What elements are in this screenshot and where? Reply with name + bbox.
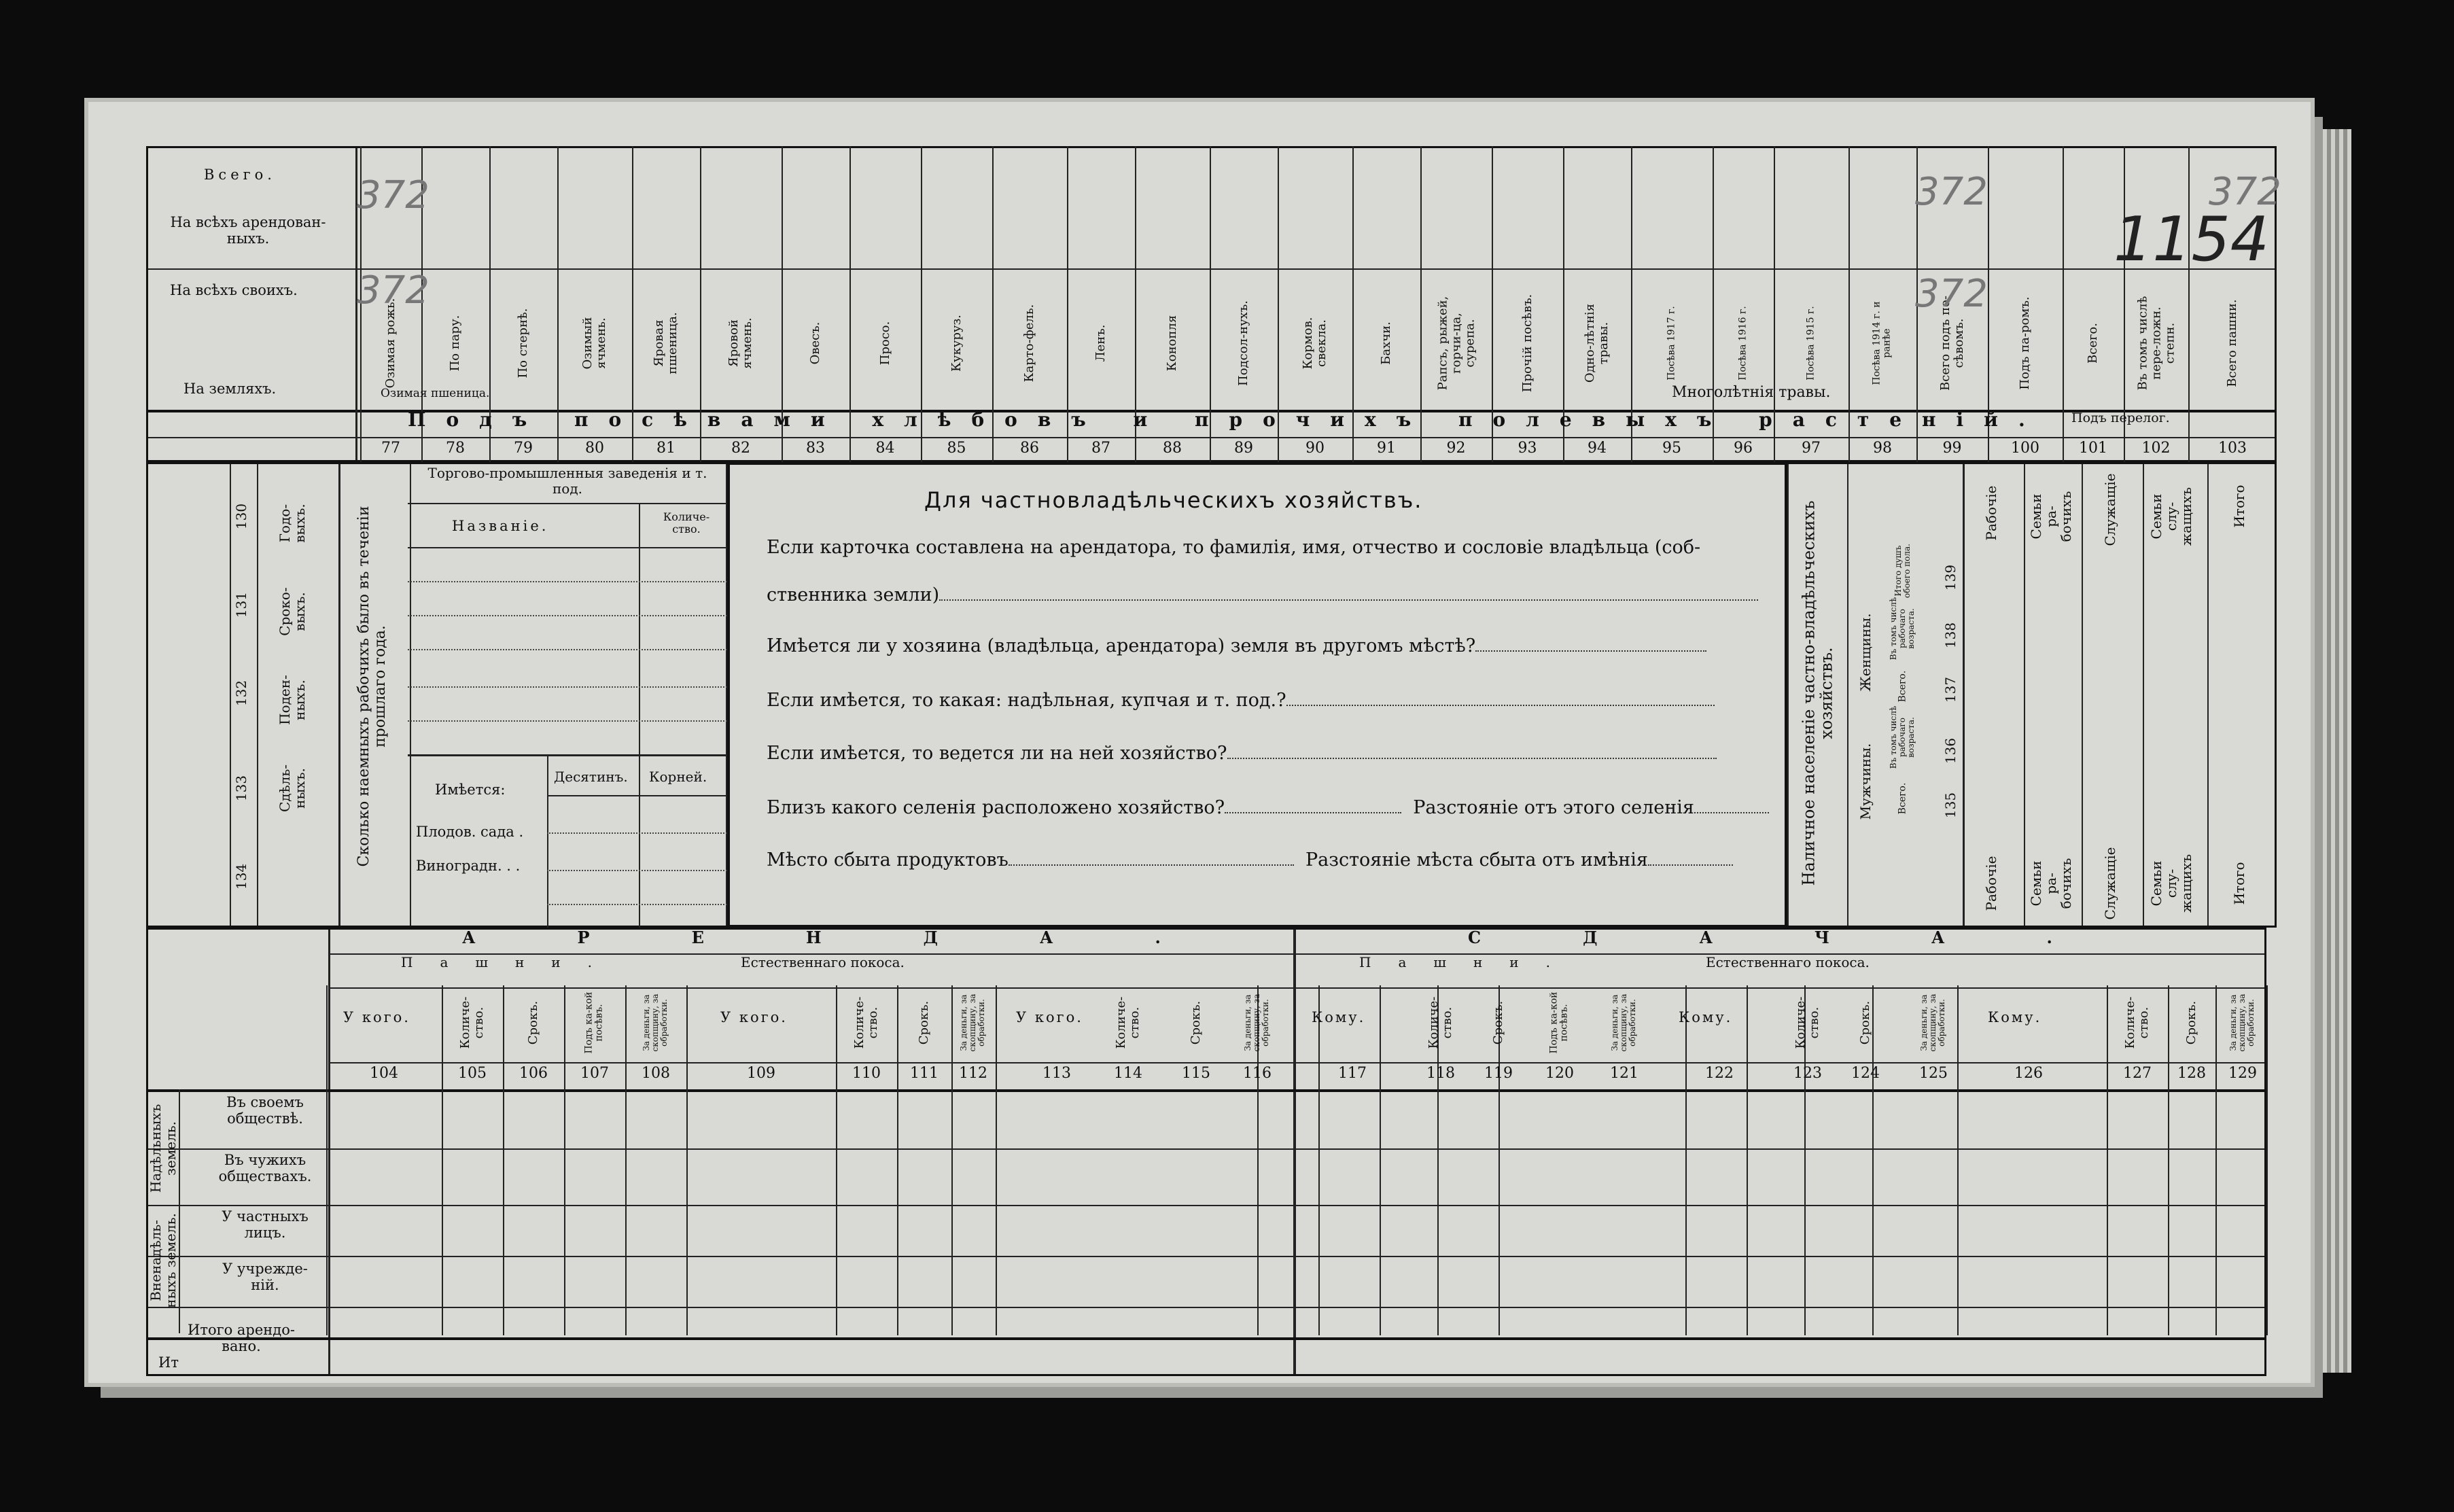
bottom-col-number: 110: [852, 1065, 881, 1082]
pop-women: Женщины.: [1857, 613, 1874, 692]
korney-header: Корней.: [649, 769, 707, 785]
top-col-number: 91: [1377, 440, 1396, 457]
right-col-itogo-bottom: Итого: [2231, 862, 2247, 905]
crop-header: Всего.: [2086, 323, 2101, 364]
top-col-number: 100: [2011, 440, 2039, 457]
pop-num-139: 139: [1942, 564, 1959, 591]
trade-name-header: Названіе.: [452, 518, 549, 534]
hw-vsego-total: 372: [357, 173, 430, 217]
top-col-number: 83: [806, 440, 825, 457]
question-village: Близъ какого селенія расположено хозяйство? Разстояніе отъ этого селенія: [767, 797, 1769, 818]
sdacha-header: СДАЧА.: [1468, 928, 2154, 947]
right-col-semi-rab-bottom: Семьи ра-бочихъ: [2028, 858, 2074, 909]
workers-num-134: 134: [233, 863, 249, 890]
workers-num-131: 131: [233, 591, 249, 618]
bottom-col-number: 111: [910, 1065, 939, 1082]
bottom-col-divider: [1957, 985, 1959, 1335]
top-col-number: 85: [947, 440, 966, 457]
right-col-semi-rab-top: Семьи ра-бочихъ: [2028, 491, 2074, 542]
bottom-col-header: За деньги, за скопщину, за обработки.: [1919, 994, 1947, 1052]
pop-vsego-women: Всего.: [1897, 670, 1908, 703]
bottom-col-number: 108: [642, 1065, 670, 1082]
bottom-col-header: Количе-ство.: [852, 996, 880, 1049]
bottom-col-header: Срокъ.: [1491, 1000, 1506, 1045]
question-land-type: Если имѣется, то какая: надѣльная, купчая и т. под.?: [767, 690, 1715, 711]
crop-header: Конопля: [1165, 315, 1180, 372]
top-col-number: 97: [1802, 440, 1821, 457]
row-svoem-obshestve: Въ своемъ обществѣ.: [226, 1094, 304, 1127]
crop-header: Озимая рожь.: [383, 298, 398, 389]
right-col-sluzh-top: Служащіе: [2102, 473, 2118, 546]
bottom-col-header: Подъ ка-кой посѣвъ.: [1548, 991, 1570, 1054]
top-col-number: 81: [656, 440, 676, 457]
bottom-col-header: Количе-ство.: [458, 996, 486, 1049]
bottom-col-divider: [996, 985, 997, 1335]
right-col-semi-sluzh-bottom: Семьи слу-жащихъ: [2148, 854, 2194, 913]
crop-header: Подсол-нухъ.: [1236, 300, 1251, 386]
bottom-col-header: Подъ ка-кой посѣвъ.: [583, 991, 605, 1054]
bottom-col-header: Срокъ.: [1189, 1000, 1204, 1045]
bottom-col-number: 106: [519, 1065, 548, 1082]
pop-vsego-men: Всего.: [1897, 782, 1908, 815]
crop-header: Овесъ.: [808, 321, 823, 365]
imeetsya-label: Имѣется:: [435, 781, 506, 798]
trade-title: Торгово-промышленныя заведенія и т. под.: [427, 465, 707, 497]
row-chastnyh-lits: У частныхъ лицъ.: [222, 1208, 309, 1242]
crop-header: Карто-фель.: [1022, 304, 1037, 383]
bottom-col-divider: [564, 985, 565, 1335]
right-col-sluzh-bottom: Служащіе: [2102, 847, 2118, 920]
question-market: Мѣсто сбыта продуктовъ Разстояніе мѣста сбыта отъ имѣнія: [767, 849, 1733, 871]
bottom-col-number: 112: [959, 1065, 987, 1082]
plodov-sada-label: Плодов. сада .: [416, 824, 524, 840]
crop-header: Ленъ.: [1093, 324, 1108, 362]
bottom-col-divider: [2266, 985, 2268, 1335]
desyatin-header: Десятинъ.: [554, 769, 628, 785]
ozimaya-pshenitsa-label: Озимая пшеница.: [381, 387, 490, 400]
crop-header: Озимый ячмень.: [580, 317, 608, 370]
hw-vsego-posev: 372: [1915, 170, 1988, 214]
right-col-rabochie-top: Рабочіе: [1983, 485, 1999, 541]
sdacha-pokos-header: Естественнаго покоса.: [1706, 954, 1870, 970]
top-col-number: 102: [2141, 440, 2171, 457]
crop-header: Рапсъ, рыжей, горчи-ца, сурепа.: [1435, 296, 1477, 391]
sdacha-pashni-header: Пашни.: [1359, 954, 1577, 970]
bottom-col-header: За деньги, за скопщину, за обработки.: [959, 994, 987, 1052]
bottom-col-divider: [503, 985, 504, 1335]
question-owner: Если карточка составлена на арендатора, то фамилія, имя, отчество и сословіе владѣльца (соб-: [767, 537, 1701, 558]
hw-card-number: 1154: [2114, 204, 2270, 275]
bottom-col-number: 116: [1243, 1065, 1272, 1082]
pop-num-137: 137: [1942, 676, 1959, 703]
bottom-col-number: 118: [1426, 1065, 1455, 1082]
pop-num-138: 138: [1942, 622, 1959, 649]
top-col-number: 88: [1163, 440, 1182, 457]
page-edge-stack: [2311, 129, 2351, 1373]
bottom-col-divider: [1318, 985, 1320, 1335]
right-col-rabochie-bottom: Рабочіе: [1983, 856, 1999, 911]
top-col-number: 78: [446, 440, 465, 457]
row-uchrezhdeniy: У учрежде-ній.: [222, 1261, 308, 1294]
row-arendovannyh: На всѣхъ арендован-ныхъ.: [170, 214, 326, 247]
bottom-col-divider: [1872, 985, 1874, 1335]
bottom-col-number: 121: [1610, 1065, 1638, 1082]
info-box-title: Для частновладѣльческихъ хозяйствъ.: [924, 487, 1423, 513]
question-other-land: Имѣется ли у хозяина (владѣльца, арендатора) земля въ другомъ мѣстѣ?: [767, 635, 1706, 656]
bottom-col-divider: [897, 985, 898, 1335]
top-col-number: 103: [2218, 440, 2247, 457]
pod-posevami-header: Подъ посѣвами хлѣбовъ и прочихъ полевыхъ растеній.: [408, 408, 2046, 431]
bottom-col-number: 113: [1042, 1065, 1071, 1082]
bottom-col-header: За деньги, за скопщину, за обработки.: [642, 994, 669, 1052]
bottom-col-divider: [2107, 985, 2108, 1335]
bottom-col-number: 119: [1484, 1065, 1513, 1082]
crop-header: Кукуруз.: [949, 315, 964, 372]
workers-col-sdelnyh: Сдѣль-ныхъ.: [277, 764, 308, 813]
bottom-col-number: 128: [2177, 1065, 2206, 1082]
pop-total: Итого душъ обоего пола.: [1893, 544, 1912, 598]
bottom-col-divider: [326, 985, 328, 1335]
crop-header: Въ томъ числѣ пере-ложн. степн.: [2135, 296, 2177, 391]
crop-header: Посѣва 1914 г. и ранѣе: [1871, 301, 1893, 385]
top-col-number: 90: [1305, 440, 1325, 457]
bottom-col-header: Количе-ство.: [1793, 996, 1821, 1049]
bottom-col-header: За деньги, за скопщину, за обработки.: [1243, 994, 1271, 1052]
row-na-zemlyah: На земляхъ.: [183, 381, 277, 397]
bottom-col-header: За деньги, за скопщину, за обработки.: [2228, 994, 2256, 1052]
top-col-number: 80: [585, 440, 604, 457]
population-title: Наличное населеніе частно-владѣльческихъ хозяйствъ.: [1799, 500, 1836, 886]
bottom-col-header: Срокъ.: [2184, 1000, 2199, 1045]
bottom-col-divider: [2168, 985, 2169, 1335]
trade-qty-header: Количе-ство.: [663, 510, 710, 536]
crop-header: Прочій посѣвъ.: [1520, 294, 1535, 393]
hw-svoih-total: 372: [357, 268, 430, 313]
bottom-col-header: Кому.: [1679, 1009, 1733, 1025]
hw-vsego-pashni: 372: [2209, 170, 2281, 214]
pod-perelog-label: Подъ перелог.: [2071, 410, 2170, 425]
vinograd-label: Виноградн. . .: [416, 858, 521, 874]
row-svoih: На всѣхъ своихъ.: [170, 282, 298, 298]
crop-header: Посѣва 1917 г.: [1666, 306, 1677, 381]
row-itogo-arendovano: Итого арендо-вано.: [188, 1322, 295, 1355]
right-col-itogo-top: Итого: [2231, 485, 2247, 528]
question-farming: Если имѣется, то ведется ли на ней хозяйство?: [767, 743, 1717, 764]
bottom-col-header: Срокъ.: [526, 1000, 541, 1045]
crop-header: По стернѣ.: [516, 308, 531, 379]
top-col-number: 94: [1588, 440, 1607, 457]
bottom-col-number: 123: [1793, 1065, 1822, 1082]
top-col-number: 92: [1446, 440, 1466, 457]
crop-header: Одно-лѣтнія травы.: [1583, 303, 1611, 383]
row-chuzhih-obshestvah: Въ чужихъ обществахъ.: [218, 1152, 312, 1185]
bottom-col-header: Количе-ство.: [1426, 996, 1454, 1049]
row-vsego: Всего.: [204, 166, 276, 183]
top-col-number: 93: [1518, 440, 1537, 457]
top-col-number: 84: [875, 440, 895, 457]
top-col-number: 101: [2079, 440, 2107, 457]
bottom-col-divider: [951, 985, 953, 1335]
top-col-divider: [2063, 146, 2064, 462]
bottom-col-number: 109: [747, 1065, 775, 1082]
question-owner-cont: ственника земли): [767, 584, 1758, 605]
top-col-number: 86: [1020, 440, 1039, 457]
pop-num-135: 135: [1942, 792, 1959, 819]
top-col-number: 82: [731, 440, 750, 457]
row-itogo-short: Ит: [158, 1354, 179, 1371]
top-col-number: 77: [381, 440, 400, 457]
top-col-number: 79: [514, 440, 533, 457]
bottom-col-header: Кому.: [1312, 1009, 1366, 1025]
top-col-number: 98: [1873, 440, 1892, 457]
workers-col-podennyh: Поден-ныхъ.: [277, 675, 308, 725]
workers-col-srokovyh: Сроко-выхъ.: [277, 587, 308, 636]
bottom-col-divider: [442, 985, 443, 1335]
workers-title: Сколько наемныхъ рабочихъ было въ теченіи прошлаго года.: [355, 506, 389, 867]
bottom-col-number: 114: [1114, 1065, 1142, 1082]
top-col-divider: [2188, 146, 2190, 462]
workers-num-132: 132: [233, 680, 249, 707]
pop-vtom-women: Въ томъ числѣ рабочаго возраста.: [1889, 597, 1916, 661]
bottom-col-divider: [1747, 985, 1748, 1335]
bottom-col-divider: [2215, 985, 2217, 1335]
crop-header: Просо.: [877, 321, 892, 366]
crop-header: Посѣва 1916 г.: [1737, 306, 1749, 381]
crop-header: Подъ па-ромъ.: [2018, 296, 2033, 390]
bottom-col-divider: [836, 985, 837, 1335]
bottom-col-number: 129: [2228, 1065, 2257, 1082]
bottom-col-header: Количе-ство.: [2123, 996, 2151, 1049]
crop-header: Яровая пшеница.: [652, 312, 680, 374]
bottom-col-header: Кому.: [1988, 1009, 2042, 1025]
bottom-col-number: 120: [1545, 1065, 1574, 1082]
pop-num-136: 136: [1942, 737, 1959, 764]
top-col-number: 99: [1942, 440, 1962, 457]
right-col-semi-sluzh-top: Семьи слу-жащихъ: [2148, 487, 2194, 546]
pop-men: Мужчины.: [1857, 743, 1874, 820]
hw-svoih-posev: 372: [1915, 272, 1988, 316]
bottom-col-divider: [686, 985, 688, 1335]
bottom-col-number: 104: [370, 1065, 398, 1082]
crop-header: Яровой ячмень.: [726, 317, 754, 369]
workers-col-godovyh: Годо-выхъ.: [277, 504, 308, 543]
bottom-col-header: У кого.: [720, 1009, 788, 1025]
workers-num-130: 130: [233, 503, 249, 530]
top-col-number: 96: [1734, 440, 1753, 457]
crop-header: Посѣва 1915 г.: [1805, 306, 1817, 381]
bottom-col-header: Срокъ.: [917, 1000, 932, 1045]
bottom-col-header: У кого.: [343, 1009, 410, 1025]
bottom-col-number: 127: [2123, 1065, 2152, 1082]
top-col-number: 95: [1662, 440, 1681, 457]
arenda-header: АРЕНДА.: [462, 928, 1263, 947]
crop-header: Кормов. свекла.: [1301, 317, 1329, 370]
crop-header: Всего подъ по-сѣвомъ.: [1938, 296, 1966, 391]
crop-header: По пару.: [448, 315, 463, 372]
workers-num-133: 133: [233, 775, 249, 802]
bottom-col-number: 117: [1338, 1065, 1367, 1082]
bottom-col-number: 126: [2014, 1065, 2043, 1082]
pop-vtom-men: Въ томъ числѣ рабочаго возраста.: [1889, 705, 1916, 769]
bottom-col-header: У кого.: [1016, 1009, 1083, 1025]
crop-header: Бахчи.: [1379, 321, 1394, 365]
bottom-col-number: 115: [1182, 1065, 1210, 1082]
bottom-col-divider: [1380, 985, 1381, 1335]
arenda-pokos-header: Естественнаго покоса.: [741, 954, 905, 970]
bottom-col-header: Срокъ.: [1858, 1000, 1873, 1045]
bottom-col-header: Количе-ство.: [1114, 996, 1142, 1049]
top-col-number: 87: [1091, 440, 1110, 457]
bottom-col-number: 105: [458, 1065, 487, 1082]
mnogoletnie-label: Многолѣтнія травы.: [1672, 384, 1831, 401]
bottom-col-header: За деньги, за скопщину, за обработки.: [1610, 994, 1638, 1052]
top-col-number: 89: [1234, 440, 1253, 457]
group-vnenadelnyh: Вненадѣль-ныхъ земель.: [147, 1213, 179, 1308]
bottom-col-divider: [1685, 985, 1687, 1335]
bottom-col-number: 124: [1851, 1065, 1880, 1082]
bottom-col-number: 107: [580, 1065, 609, 1082]
group-nadelnyh: Надѣльныхъ земель.: [147, 1104, 179, 1193]
bottom-col-divider: [625, 985, 627, 1335]
arenda-pashni-header: Пашни.: [401, 954, 619, 970]
bottom-col-number: 125: [1919, 1065, 1948, 1082]
crop-header: Всего пашни.: [2225, 299, 2240, 387]
bottom-col-number: 122: [1705, 1065, 1734, 1082]
